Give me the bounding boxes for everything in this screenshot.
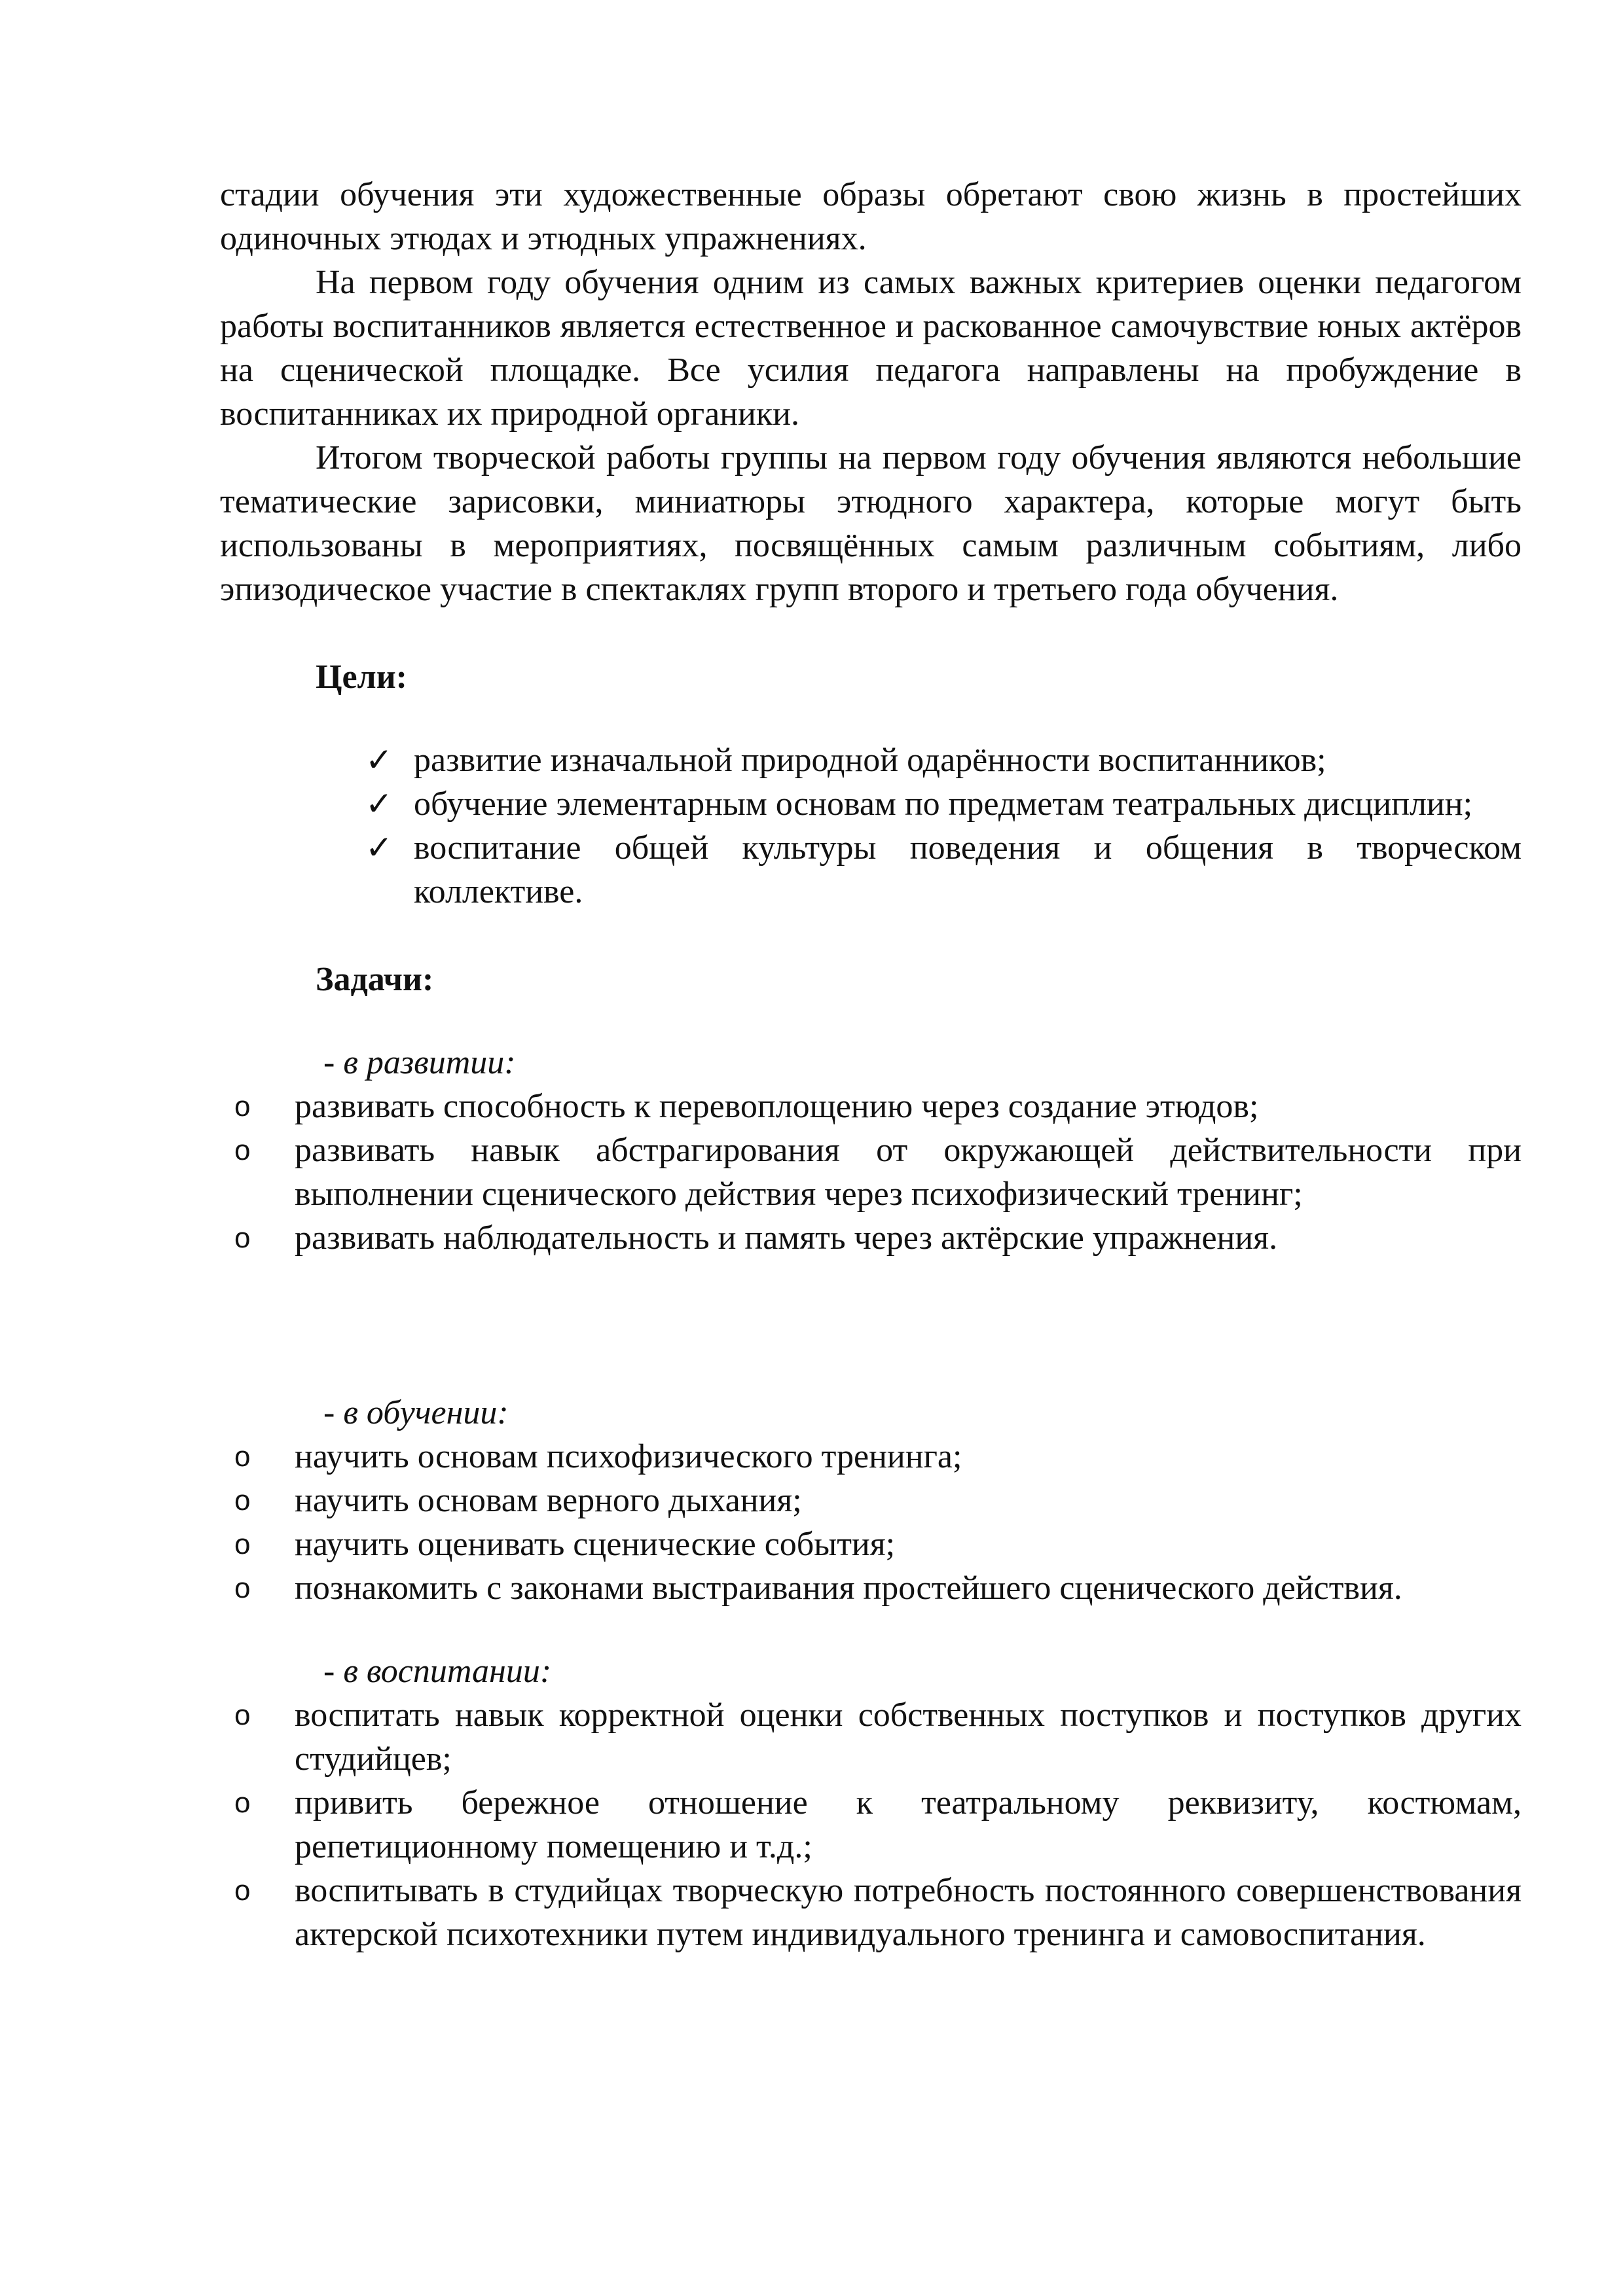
goals-list [220, 738, 1522, 914]
task-group-title: - в обучении: [323, 1394, 509, 1431]
list-item: o научить основам верного дыхания; [295, 1479, 1522, 1522]
list-item: o воспитывать в студийцах творческую потребность постоянного совершенствования актерской психотехники путем индивидуального тренинга и самовоспитания. [295, 1869, 1522, 1956]
checkmark-icon: ✓ [365, 741, 393, 779]
list-item: ✓ обучение элементарным основам по предметам театральных дисциплин; [414, 782, 1522, 826]
list-item: o научить основам психофизического тренинга; [295, 1435, 1522, 1479]
circle-bullet-icon: o [234, 1699, 251, 1731]
list-item: o развивать наблюдательность и память через актёрские упражнения. [295, 1216, 1522, 1260]
list-item: o привить бережное отношение к театральному реквизиту, костюмам, репетиционному помещению и т.д.; [295, 1781, 1522, 1869]
paragraph-continuation: стадии обучения эти художественные образы обретают свою жизнь в простейших одиночных этюдах и этюдных упражнениях. [220, 176, 1522, 257]
circle-bullet-icon: o [234, 1484, 251, 1516]
list-item: ✓ развитие изначальной природной одарённости воспитанников; [414, 738, 1522, 782]
paragraph: Итогом творческой работы группы на первом году обучения являются небольшие тематические зарисовки, миниатюры этюдного характера, которые могут быть использованы в мероприятиях, посвящённых самым различным событиям, либо эпизодическое участие в спектаклях групп второго и третьего года обучения. [220, 439, 1522, 608]
task-list-upbringing [220, 1693, 1522, 1956]
circle-bullet-icon: o [234, 1874, 251, 1907]
document-body [220, 173, 1522, 1956]
checkmark-icon: ✓ [365, 785, 393, 823]
list-item: o воспитать навык корректной оценки собственных поступков и поступков других студийцев; [295, 1693, 1522, 1781]
circle-bullet-icon: o [234, 1787, 251, 1819]
task-group-title: - в развитии: [323, 1044, 516, 1081]
checkmark-icon: ✓ [365, 829, 393, 867]
goals-heading: Цели: [316, 658, 407, 696]
tasks-heading: Задачи: [316, 961, 434, 998]
task-group-title: - в воспитании: [323, 1653, 552, 1690]
paragraph: На первом году обучения одним из самых важных критериев оценки педагогом работы воспитанников является естественное и раскованное самочувствие юных актёров на сценической площадке. Все усилия педагога направлены на пробуждение в воспитанниках их природной органики. [220, 264, 1522, 433]
list-item: ✓ воспитание общей культуры поведения и общения в творческом коллективе. [414, 826, 1522, 914]
circle-bullet-icon: o [234, 1572, 251, 1604]
list-item: o развивать способность к перевоплощению через создание этюдов; [295, 1085, 1522, 1128]
list-item: o научить оценивать сценические события; [295, 1522, 1522, 1566]
list-item: o познакомить с законами выстраивания простейшего сценического действия. [295, 1566, 1522, 1610]
list-item: o развивать навык абстрагирования от окружающей действительности при выполнении сценического действия через психофизический тренинг; [295, 1128, 1522, 1216]
circle-bullet-icon: o [234, 1134, 251, 1166]
task-list-learning [220, 1435, 1522, 1610]
circle-bullet-icon: o [234, 1528, 251, 1560]
circle-bullet-icon: o [234, 1222, 251, 1254]
circle-bullet-icon: o [234, 1441, 251, 1473]
circle-bullet-icon: o [234, 1090, 251, 1122]
task-list-development [220, 1085, 1522, 1260]
